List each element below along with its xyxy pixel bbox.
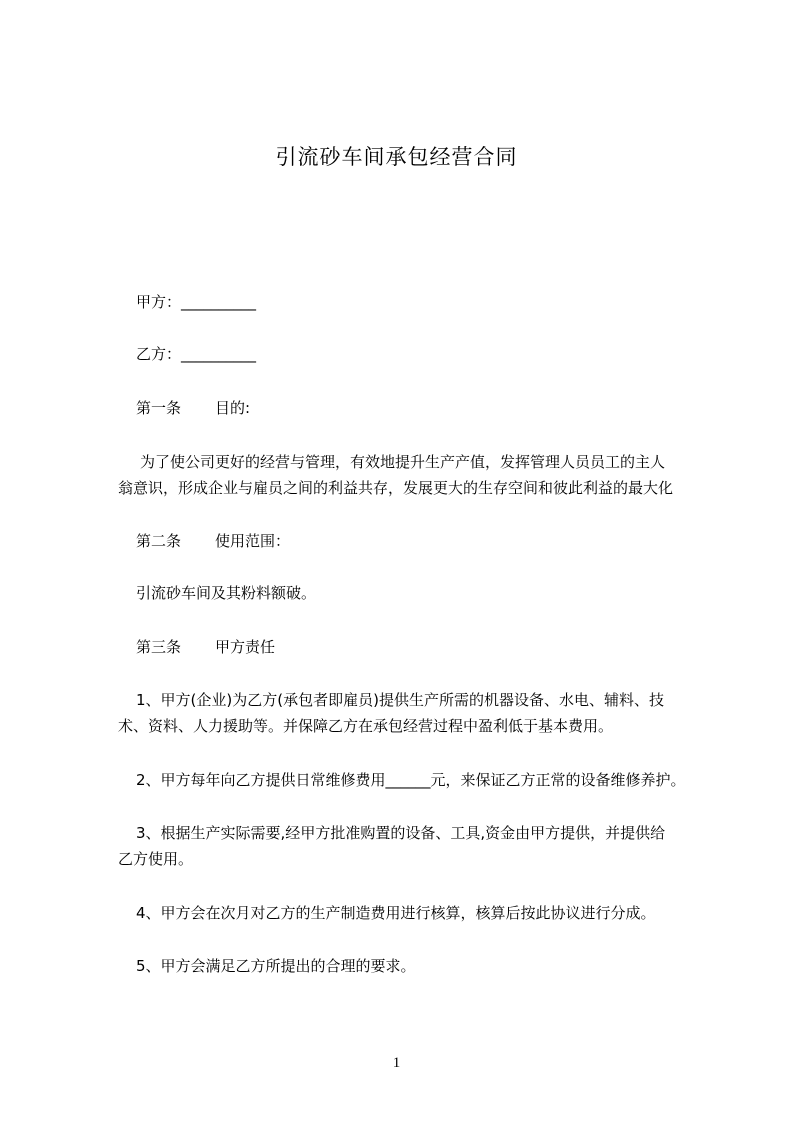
article-1-body-line-1: 为了使公司更好的经营与管理，有效地提升生产产值，发挥管理人员员工的主人 [140, 453, 666, 471]
party-b-line [118, 341, 718, 367]
party-a-label: 甲方： [136, 293, 182, 311]
item-5 [118, 953, 718, 979]
item-4-text: 4、甲方会在次月对乙方的生产制造费用进行核算，核算后按此协议进行分成。 [136, 904, 656, 922]
party-b-blank: __________ [181, 345, 257, 363]
document-title: 引流砂车间承包经营合同 [275, 145, 518, 169]
item-5-text: 5、甲方会满足乙方所提出的合理的要求。 [136, 957, 416, 975]
article-1-heading [118, 395, 718, 421]
party-a-line [118, 289, 718, 315]
item-2-text: 2、甲方每年向乙方提供日常维修费用______元，来保证乙方正常的设备维修养护。 [136, 771, 686, 789]
article-1-name: 目的: [215, 399, 251, 417]
item-1-line-1: 1、甲方(企业)为乙方(承包者即雇员)提供生产所需的机器设备、水电、辅料、技 [136, 691, 664, 709]
article-2-heading [118, 528, 718, 554]
article-1-body-line-2: 翁意识，形成企业与雇员之间的利益共存，发展更大的生存空间和彼此利益的最大化 [118, 479, 674, 497]
item-3-line-2: 乙方使用。 [118, 850, 194, 868]
article-3-number: 第三条 [136, 638, 182, 656]
article-2-body-text: 引流砂车间及其粉料额破。 [136, 584, 317, 602]
article-3-heading [118, 634, 718, 660]
item-1 [118, 687, 718, 739]
article-2-body [118, 580, 718, 606]
item-3-line-1: 3、根据生产实际需要,经甲方批准购置的设备、工具,资金由甲方提供，并提供给 [136, 824, 666, 842]
party-b-label: 乙方： [136, 345, 182, 363]
article-1-body [118, 449, 718, 501]
item-1-line-2: 术、资料、人力援助等。并保障乙方在承包经营过程中盈利低于基本费用。 [118, 717, 614, 735]
article-3-name: 甲方责任 [215, 638, 276, 656]
item-2 [118, 767, 718, 793]
item-3 [118, 820, 718, 872]
item-4 [118, 900, 718, 926]
article-2-number: 第二条 [136, 532, 182, 550]
page-number: 1 [392, 1055, 401, 1071]
party-a-blank: __________ [181, 293, 257, 311]
article-2-name: 使用范围： [215, 532, 291, 550]
article-1-number: 第一条 [136, 399, 182, 417]
